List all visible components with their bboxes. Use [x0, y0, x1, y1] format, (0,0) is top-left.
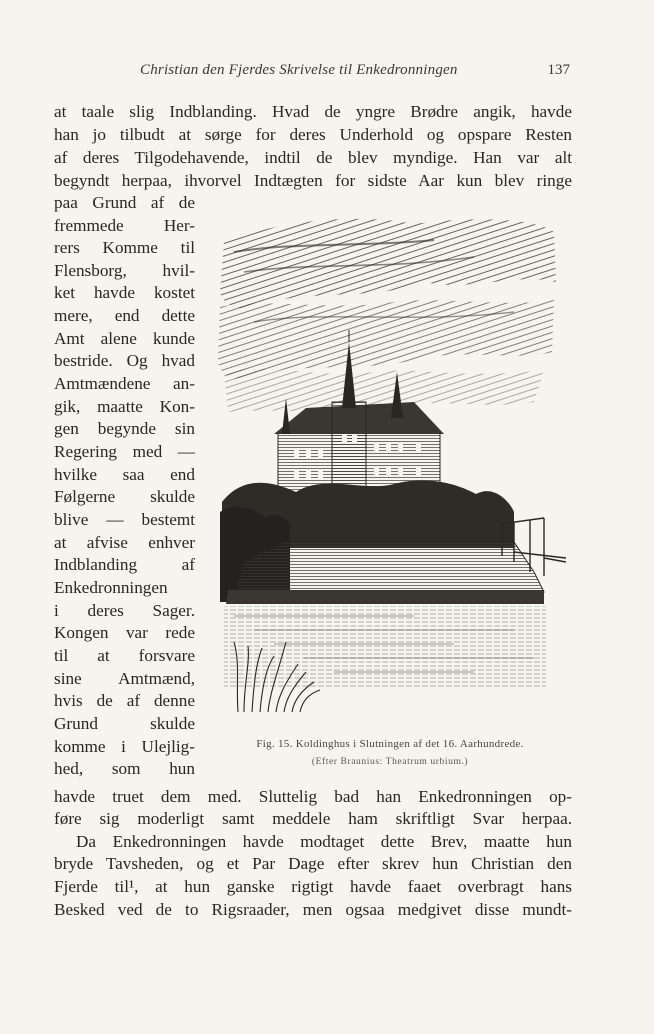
text-line: at afvise enhver: [54, 533, 195, 552]
castle-engraving: [214, 212, 566, 718]
text-line: begyndt herpaa, ihvorvel Indtægten for sidste Aar kun blev ringe: [54, 171, 572, 190]
text-line: Da Enkedronningen havde modtaget dette Brev, maatte hun: [76, 832, 572, 851]
text-line: gen begynde sin: [54, 419, 195, 438]
text-line: ket havde kostet: [54, 283, 195, 302]
text-line: han jo tilbudt at sørge for deres Underhold og opspare Resten: [54, 125, 572, 144]
text-line: Enkedronningen: [54, 578, 168, 597]
text-line: Kongen var rede: [54, 623, 195, 642]
text-line: Besked ved de to Rigsraader, men ogsaa medgivet disse mundt-: [54, 900, 572, 919]
text-line: Amt alene kunde: [54, 329, 195, 348]
sky-clouds: [218, 219, 556, 412]
text-line: til at forsvare: [54, 646, 195, 665]
text-line: Grund skulde: [54, 714, 195, 733]
text-line: Amtmændene an-: [54, 374, 195, 393]
text-line: sine Amtmænd,: [54, 669, 195, 688]
figure-caption: Fig. 15. Koldinghus i Slutningen af det 16. Aarhundrede.: [256, 738, 524, 750]
text-line: fremmede Her-: [54, 216, 195, 235]
text-line: havde truet dem med. Sluttelig bad han Enkedronningen op-: [54, 787, 572, 806]
text-line: komme i Ulejlig-: [54, 737, 195, 756]
text-line: bryde Tavsheden, og et Par Dage efter skrev hun Christian den: [54, 854, 572, 873]
text-line: bestride. Og hvad: [54, 351, 195, 370]
text-line: Regering med —: [54, 442, 195, 461]
page-number: 137: [547, 62, 570, 78]
text-line: hvilke saa end: [54, 465, 195, 484]
trees-and-hill: [220, 480, 544, 604]
text-line: mere, end dette: [54, 306, 195, 325]
text-line: Fjerde til¹, at hun ganske rigtigt havde faaet overbragt hans: [54, 877, 572, 896]
text-line: Flensborg, hvil-: [54, 261, 195, 280]
text-line: rers Komme til: [54, 238, 195, 257]
text-line: blive — bestemt: [54, 510, 195, 529]
text-line: Indblanding af: [54, 555, 195, 574]
text-line: Følgerne skulde: [54, 487, 195, 506]
text-line: føre sig moderligt samt meddele ham skriftligt Svar herpaa.: [54, 809, 572, 828]
text-line: gik, maatte Kon-: [54, 397, 195, 416]
text-line: paa Grund af de: [54, 193, 195, 212]
text-line: hvis de af denne: [54, 691, 195, 710]
text-line: at taale slig Indblanding. Hvad de yngre Brødre angik, havde: [54, 102, 572, 121]
text-line: af deres Tilgodehavende, indtil de blev myndige. Han var alt: [54, 148, 572, 167]
text-line: i deres Sager.: [54, 601, 195, 620]
water: [224, 606, 546, 688]
figure-credit: (Efter Braunius: Theatrum urbium.): [311, 757, 469, 767]
text-line: hed, som hun: [54, 759, 195, 778]
page-header: [54, 62, 570, 84]
running-head: Christian den Fjerdes Skrivelse til Enkedronningen: [140, 62, 458, 78]
